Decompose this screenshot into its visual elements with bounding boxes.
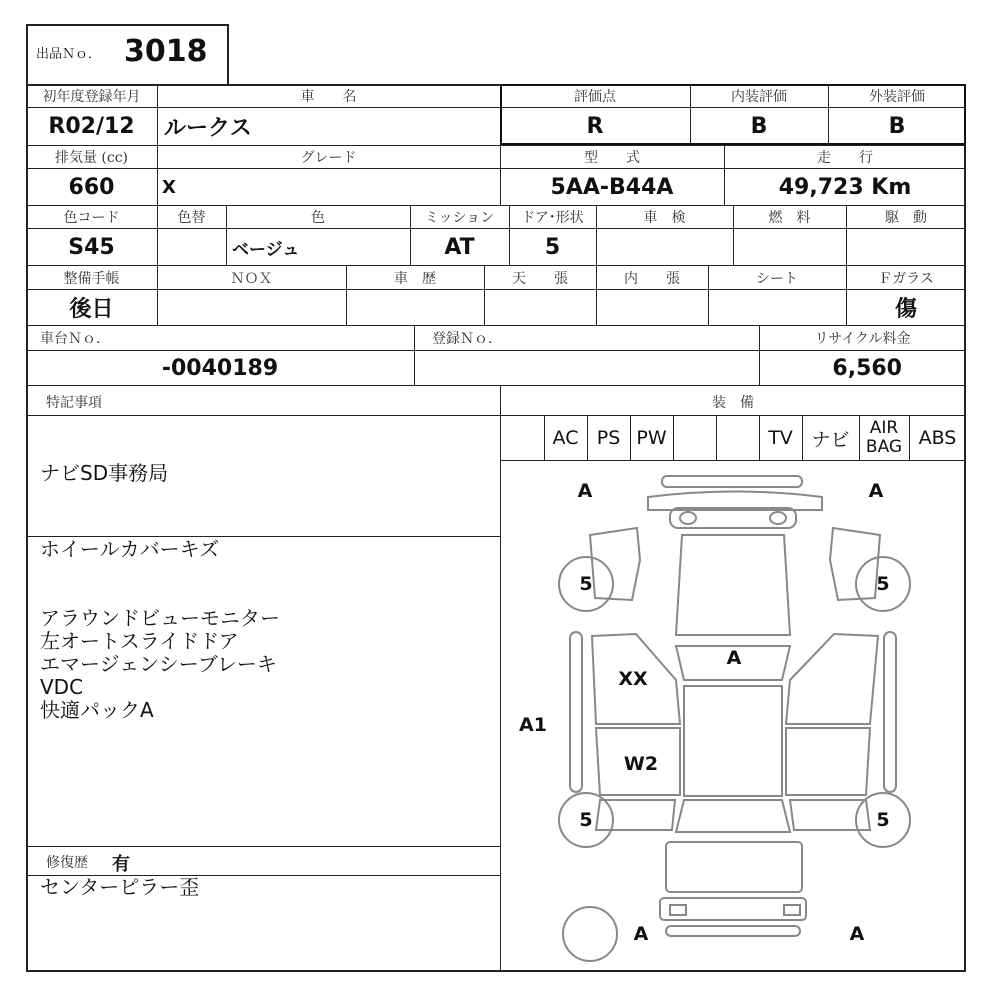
header-car-name: 車 名 [300, 89, 357, 105]
damage-rear-left-corner: A [633, 923, 649, 945]
value-displacement: 660 [68, 174, 115, 200]
note-line [40, 561, 280, 584]
header-inspection: 車 検 [643, 210, 686, 226]
header-seat: シート [756, 270, 798, 287]
header-equipment: 装 備 [712, 395, 754, 411]
damage-tire-rear-left: 5 [579, 809, 593, 831]
value-score: R [586, 114, 604, 139]
note-line [40, 584, 280, 607]
header-displacement: 排気量 (cc) [54, 150, 129, 166]
damage-left-sill: A1 [519, 714, 547, 736]
header-repair: 修復歴 [46, 855, 88, 871]
equipment-slot-6 [716, 416, 759, 460]
header-color-code: 色コード [63, 210, 120, 226]
repair-detail: センターピラー歪 [40, 875, 200, 899]
equipment-airbag: AIR BAG [865, 418, 903, 457]
header-exterior: 外装評価 [869, 89, 925, 105]
header-mission: ミッション [424, 210, 495, 226]
value-interior: B [750, 114, 768, 139]
equipment-abs: ABS [918, 427, 957, 449]
header-manual: 整備手帳 [63, 270, 120, 287]
header-reg-no: 登録Ｎｏ． [432, 331, 502, 347]
damage-left-rear-door: W2 [623, 753, 659, 775]
header-first-reg: 初年度登録年月 [42, 89, 141, 105]
damage-tire-rear-right: 5 [876, 809, 890, 831]
value-exterior: B [888, 114, 906, 139]
value-grade: X [162, 176, 176, 198]
header-notes: 特記事項 [46, 395, 102, 411]
value-color: ベージュ [232, 239, 300, 260]
equipment-pw: PW [636, 427, 667, 449]
header-drive: 駆 動 [885, 210, 927, 226]
value-repair: 有 [112, 854, 130, 875]
value-model: 5AA-B44A [550, 174, 674, 200]
value-mission: AT [444, 234, 475, 260]
header-history: 車 歴 [394, 270, 436, 287]
header-color-change: 色替 [177, 210, 206, 226]
notes-second [40, 538, 280, 722]
value-door: 5 [544, 234, 561, 260]
header-score: 評価点 [574, 89, 616, 105]
lot-number-label: 出品Ｎｏ． [36, 47, 102, 62]
equipment-tv: TV [768, 427, 793, 449]
header-mileage: 走 行 [817, 150, 873, 166]
equipment-slot-5 [673, 416, 716, 460]
header-fglass: Ｆガラス [878, 270, 934, 287]
equipment-ps: PS [596, 427, 621, 449]
value-fglass: 傷 [894, 297, 917, 322]
value-color-code: S45 [68, 234, 115, 260]
note-line: 快適パックA [40, 698, 154, 722]
value-recycle: 6,560 [832, 355, 902, 381]
car-diagram [501, 461, 965, 971]
note-line: アラウンドビューモニター [40, 606, 280, 630]
equipment-slot-1 [501, 416, 544, 460]
header-grade: グレード [300, 150, 357, 166]
value-chassis: -0040189 [161, 355, 279, 381]
header-model: 型 式 [584, 150, 640, 166]
note-line: エマージェンシーブレーキ [40, 652, 277, 676]
header-inner: 内 張 [624, 270, 680, 287]
header-interior: 内装評価 [731, 89, 787, 105]
damage-rear-right-corner: A [849, 923, 865, 945]
header-recycle: リサイクル料金 [814, 331, 911, 347]
notes-first: ナビSD事務局 [40, 461, 169, 485]
value-mileage: 49,723 Km [778, 174, 912, 200]
damage-front-right-corner: A [868, 480, 884, 502]
lot-number: 3018 [124, 34, 208, 69]
note-line: ホイールカバーキズ [40, 537, 220, 561]
header-roof: 天 張 [512, 270, 568, 287]
value-first-reg: R02/12 [48, 114, 135, 139]
damage-roof: A [726, 647, 742, 669]
equipment-navi: ナビ [811, 428, 850, 451]
value-car-name: ルークス [164, 116, 252, 141]
header-chassis: 車台Ｎｏ． [40, 331, 110, 347]
damage-tire-front-right: 5 [876, 573, 890, 595]
note-line: 左オートスライドドア [40, 629, 239, 653]
value-manual: 後日 [69, 297, 114, 322]
damage-tire-front-left: 5 [579, 573, 593, 595]
lot-number-box [26, 24, 229, 84]
damage-left-front-door: XX [618, 668, 648, 690]
header-fuel: 燃 料 [768, 210, 811, 226]
header-nox: ＮＯＸ [230, 270, 273, 287]
note-line: VDC [40, 675, 84, 699]
header-color: 色 [311, 210, 325, 226]
damage-front-left-corner: A [577, 480, 593, 502]
header-door: ドア･形状 [521, 210, 584, 226]
equipment-ac: AC [552, 427, 579, 449]
